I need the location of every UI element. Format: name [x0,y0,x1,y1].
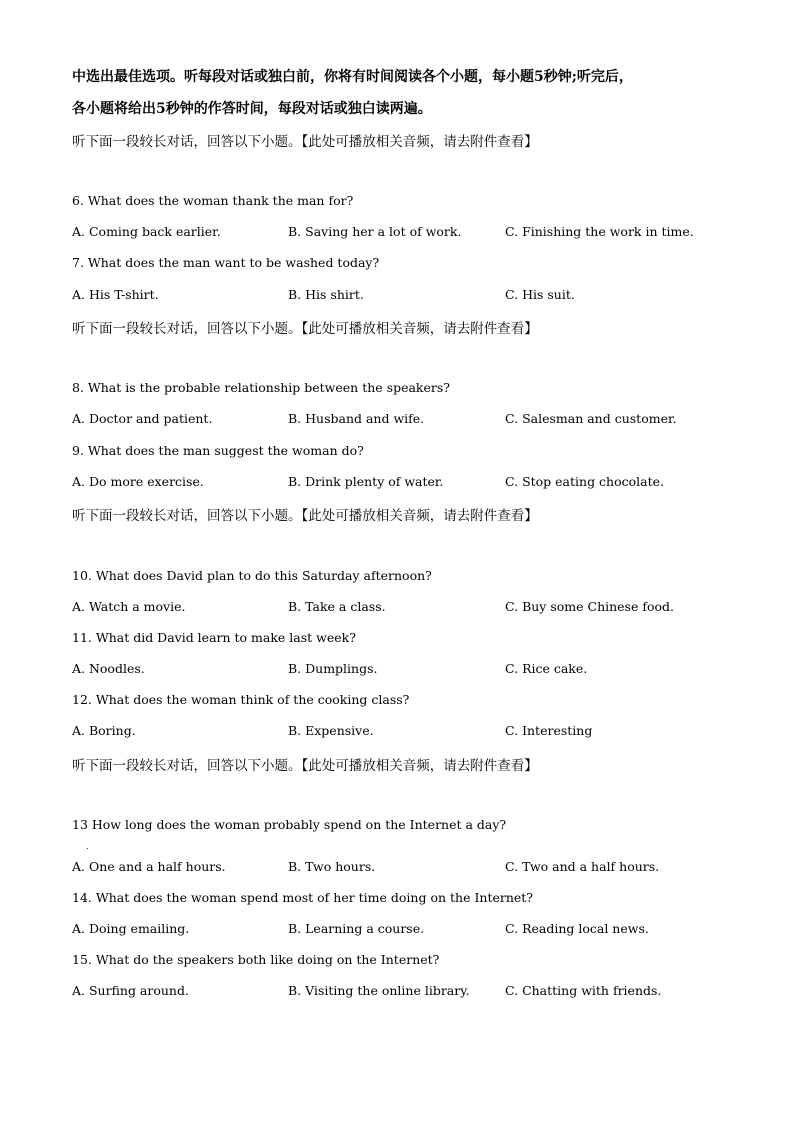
option-c: C. Rice cake. [505,661,588,676]
question-text: 10. What does David plan to do this Saturday afternoon? [72,568,432,583]
question-text: 14. What does the woman spend most of her time doing on the Internet? [72,890,534,905]
option-c: C. Two and a half hours. [505,859,660,874]
option-b: B. Two hours. [288,859,376,874]
option-b: B. Dumplings. [288,661,378,676]
option-c: C. Stop eating chocolate. [505,474,664,489]
question-text: 7. What does the man want to be washed today? [72,255,380,270]
option-a: A. Doing emailing. [72,921,190,936]
question-text: 6. What does the woman thank the man for? [72,193,354,208]
option-c: C. Chatting with friends. [505,983,662,998]
question-text: 13 How long does the woman probably spend on the Internet a day? [72,817,507,832]
option-a: A. Surfing around. [72,983,189,998]
option-a: A. His T-shirt. [72,287,159,302]
option-b: B. Learning a course. [288,921,425,936]
option-c: C. Salesman and customer. [505,411,677,426]
option-a: A. Watch a movie. [72,599,186,614]
question-text: 8. What is the probable relationship between the speakers? [72,380,450,395]
option-b: B. Take a class. [288,599,386,614]
stray-dot-mark: . [86,842,89,851]
intro-line-2: 各小题将给出5秒钟的作答时间，每段对话或独白读两遍。 [72,101,432,117]
option-b: B. Husband and wife. [288,411,425,426]
option-a: A. Boring. [72,723,136,738]
option-a: A. One and a half hours. [72,859,226,874]
option-c: C. His suit. [505,287,575,302]
option-a: A. Noodles. [72,661,145,676]
option-b: B. Expensive. [288,723,374,738]
option-b: B. Drink plenty of water. [288,474,444,489]
option-a: A. Do more exercise. [72,474,204,489]
option-c: C. Interesting [505,723,593,738]
option-b: B. Visiting the online library. [288,983,470,998]
option-c: C. Reading local news. [505,921,649,936]
section-instruction: 听下面一段较长对话，回答以下小题。【此处可播放相关音频，请去附件查看】 [72,758,538,774]
option-a: A. Doctor and patient. [72,411,213,426]
intro-line-1: 中选出最佳选项。听每段对话或独白前，你将有时间阅读各个小题，每小题5秒钟;听完后， [72,69,633,85]
section-instruction: 听下面一段较长对话，回答以下小题。【此处可播放相关音频，请去附件查看】 [72,508,538,524]
question-text: 9. What does the man suggest the woman do? [72,443,364,458]
question-text: 11. What did David learn to make last week? [72,630,356,645]
option-c: C. Buy some Chinese food. [505,599,675,614]
question-text: 12. What does the woman think of the cooking class? [72,692,410,707]
section-instruction: 听下面一段较长对话，回答以下小题。【此处可播放相关音频，请去附件查看】 [72,134,538,150]
question-text: 15. What do the speakers both like doing on the Internet? [72,952,440,967]
option-b: B. Saving her a lot of work. [288,224,462,239]
option-a: A. Coming back earlier. [72,224,221,239]
option-c: C. Finishing the work in time. [505,224,694,239]
section-instruction: 听下面一段较长对话，回答以下小题。【此处可播放相关音频，请去附件查看】 [72,321,538,337]
option-b: B. His shirt. [288,287,364,302]
